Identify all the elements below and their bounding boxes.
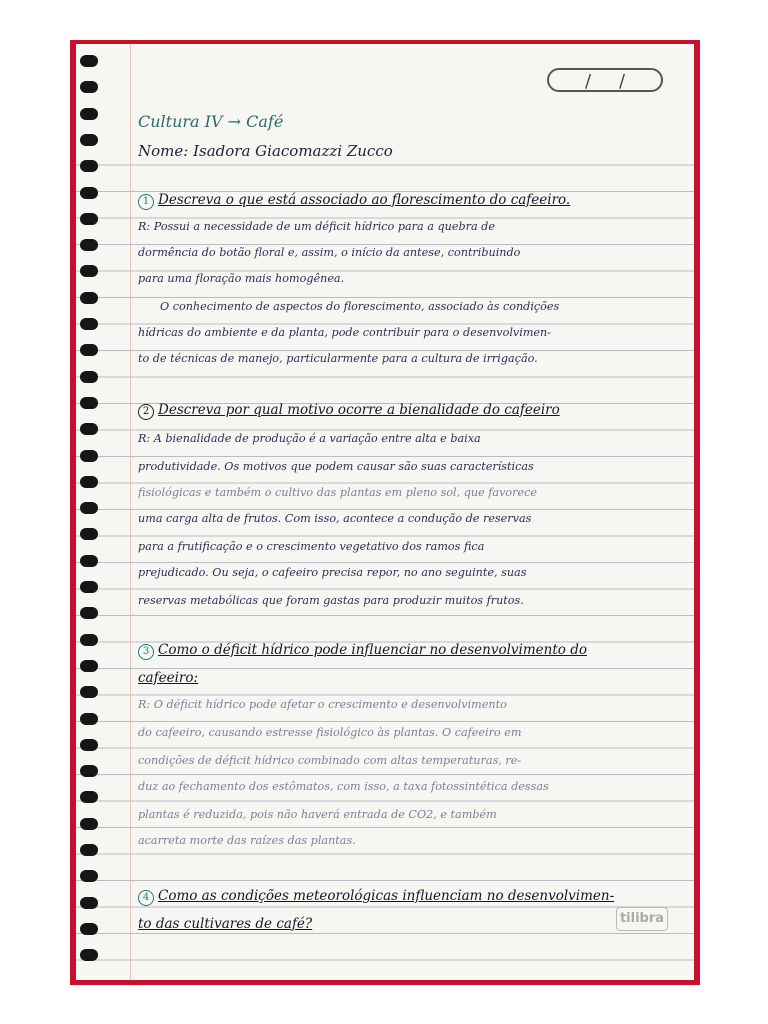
margin-line xyxy=(130,44,131,980)
answer-1-line-4: O conhecimento de aspectos do florescimento, associado às condições xyxy=(160,300,560,313)
spiral-hole xyxy=(80,765,98,777)
spiral-hole xyxy=(80,108,98,120)
answer-3-line-4: duz ao fechamento dos estômatos, com isso, a taxa fotossintética dessas xyxy=(138,780,549,793)
answer-3-line-3: condições de déficit hídrico combinado com altas temperaturas, re- xyxy=(138,754,522,767)
question-4 xyxy=(138,888,658,906)
answer-2-line-2: produtividade. Os motivos que podem causar são suas características xyxy=(138,460,534,473)
spiral-hole xyxy=(80,81,98,93)
spiral-hole xyxy=(80,949,98,961)
question-text: Como as condições meteorológicas influenciam no desenvolvimen- xyxy=(158,888,615,904)
tilibra-logo: tilibra xyxy=(616,907,668,931)
page-title: Cultura IV → Café xyxy=(138,112,284,131)
answer-1-line-6: to de técnicas de manejo, particularmente para a cultura de irrigação. xyxy=(138,352,538,365)
date-separator: / xyxy=(585,71,592,92)
spiral-hole xyxy=(80,55,98,67)
spiral-hole xyxy=(80,502,98,514)
spiral-hole xyxy=(80,923,98,935)
spiral-hole xyxy=(80,476,98,488)
spiral-hole xyxy=(80,634,98,646)
answer-1-line-5: hídricas do ambiente e da planta, pode contribuir para o desenvolvimen- xyxy=(138,326,552,339)
spiral-binding xyxy=(80,55,102,975)
answer-2-line-3: fisiológicas e também o cultivo das plantas em pleno sol, que favorece xyxy=(138,486,538,499)
spiral-hole xyxy=(80,397,98,409)
spiral-hole xyxy=(80,265,98,277)
spiral-hole xyxy=(80,187,98,199)
spiral-hole xyxy=(80,423,98,435)
spiral-hole xyxy=(80,318,98,330)
spiral-hole xyxy=(80,134,98,146)
question-number: 3 xyxy=(138,644,154,660)
spiral-hole xyxy=(80,607,98,619)
question-1 xyxy=(138,192,692,210)
spiral-hole xyxy=(80,791,98,803)
answer-3-line-5: plantas é reduzida, pois não haverá entrada de CO2, e também xyxy=(138,808,497,821)
answer-3-line-1: R: O déficit hídrico pode afetar o crescimento e desenvolvimento xyxy=(138,698,507,711)
question-text: Como o déficit hídrico pode influenciar no desenvolvimento do xyxy=(158,642,587,658)
answer-2-line-4: uma carga alta de frutos. Com isso, acontece a condução de reservas xyxy=(138,512,532,525)
question-number: 4 xyxy=(138,890,154,906)
spiral-hole xyxy=(80,344,98,356)
answer-1-line-1: R: Possui a necessidade de um déficit hídrico para a quebra de xyxy=(138,220,495,233)
spiral-hole xyxy=(80,239,98,251)
question-2 xyxy=(138,402,692,420)
spiral-hole xyxy=(80,371,98,383)
answer-3-line-6: acarreta morte das raízes das plantas. xyxy=(138,834,356,847)
answer-3-line-2: do cafeeiro, causando estresse fisiológico às plantas. O cafeeiro em xyxy=(138,726,522,739)
spiral-hole xyxy=(80,844,98,856)
answer-1-line-2: dormência do botão floral e, assim, o início da antese, contribuindo xyxy=(138,246,521,259)
question-3 xyxy=(138,642,692,660)
question-number: 2 xyxy=(138,404,154,420)
date-separator: / xyxy=(619,71,626,92)
answer-2-line-5: para a frutificação e o crescimento vegetativo dos ramos fica xyxy=(138,540,485,553)
question-number: 1 xyxy=(138,194,154,210)
spiral-hole xyxy=(80,818,98,830)
spiral-hole xyxy=(80,555,98,567)
spiral-hole xyxy=(80,581,98,593)
question-3-continued: cafeeiro: xyxy=(138,670,199,686)
spiral-hole xyxy=(80,450,98,462)
spiral-hole xyxy=(80,686,98,698)
student-name: Nome: Isadora Giacomazzi Zucco xyxy=(138,142,393,160)
spiral-hole xyxy=(80,528,98,540)
question-4-continued: to das cultivares de café? xyxy=(138,916,313,932)
question-text: Descreva por qual motivo ocorre a bienalidade do cafeeiro xyxy=(158,402,560,418)
question-text: Descreva o que está associado ao florescimento do cafeeiro. xyxy=(158,192,571,208)
answer-1-line-3: para uma floração mais homogênea. xyxy=(138,272,345,285)
spiral-hole xyxy=(80,292,98,304)
answer-2-line-1: R: A bienalidade de produção é a variação entre alta e baixa xyxy=(138,432,481,445)
answer-2-line-6: prejudicado. Ou seja, o cafeeiro precisa repor, no ano seguinte, suas xyxy=(138,566,527,579)
date-box xyxy=(547,68,663,92)
spiral-hole xyxy=(80,870,98,882)
spiral-hole xyxy=(80,213,98,225)
answer-2-line-7: reservas metabólicas que foram gastas para produzir muitos frutos. xyxy=(138,594,524,607)
spiral-hole xyxy=(80,897,98,909)
spiral-hole xyxy=(80,660,98,672)
spiral-hole xyxy=(80,739,98,751)
spiral-hole xyxy=(80,713,98,725)
spiral-hole xyxy=(80,160,98,172)
